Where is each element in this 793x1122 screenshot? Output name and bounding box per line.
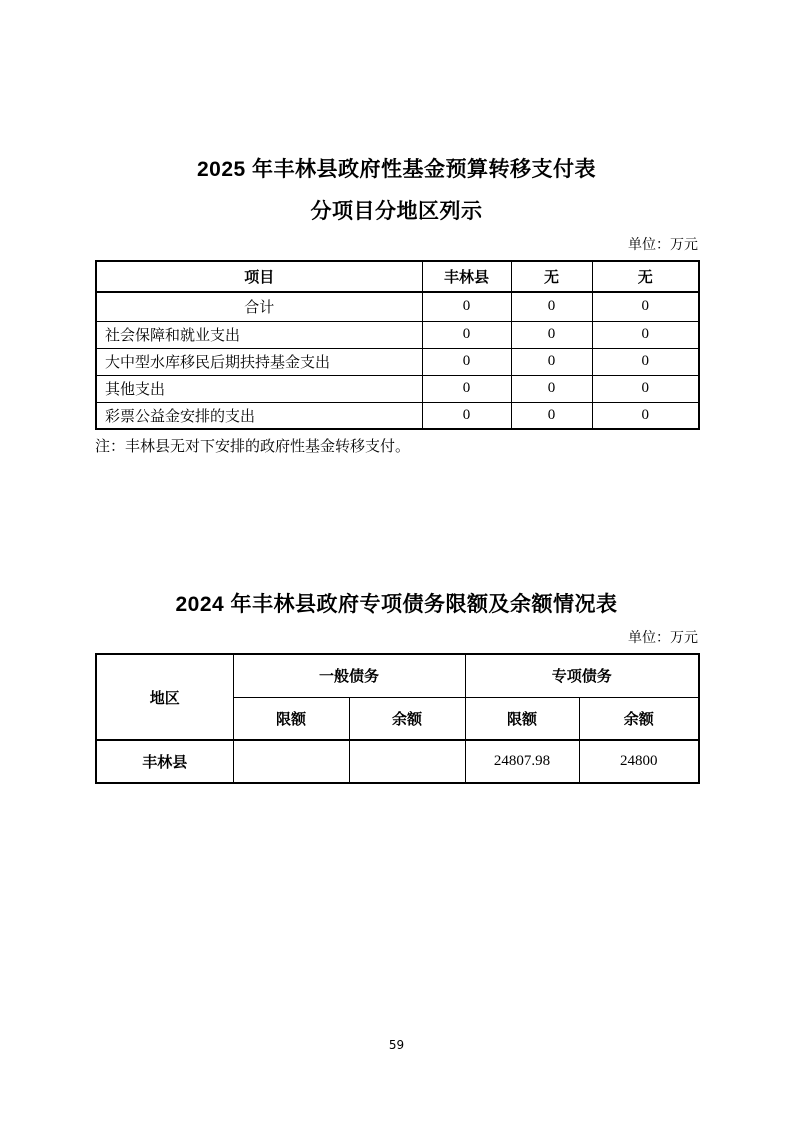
row-label: 社会保障和就业支出 bbox=[96, 321, 422, 348]
col-header-none-2: 无 bbox=[592, 261, 699, 292]
general-limit-value bbox=[233, 740, 349, 783]
sub-header-special-limit: 限额 bbox=[465, 697, 579, 740]
table-row-reservoir-resettlement bbox=[96, 348, 699, 375]
cell-value: 0 bbox=[592, 321, 699, 348]
cell-value: 0 bbox=[511, 375, 592, 402]
sub-header-general-balance: 余额 bbox=[349, 697, 465, 740]
special-balance-value: 24800 bbox=[579, 740, 699, 783]
debt-table-row-fenglin bbox=[96, 740, 699, 783]
cell-value: 0 bbox=[422, 348, 511, 375]
fund-transfer-header-row bbox=[96, 261, 699, 292]
cell-value: 0 bbox=[422, 321, 511, 348]
cell-value: 0 bbox=[511, 402, 592, 429]
group-header-general-debt: 一般债务 bbox=[233, 654, 465, 697]
sub-header-special-balance: 余额 bbox=[579, 697, 699, 740]
general-balance-value bbox=[349, 740, 465, 783]
debt-limit-unit-label: 单位：万元 bbox=[628, 631, 698, 646]
region-label: 丰林县 bbox=[96, 740, 233, 783]
fund-transfer-table-title: 2025 年丰林县政府性基金预算转移支付表 bbox=[196, 158, 597, 181]
cell-value: 0 bbox=[422, 402, 511, 429]
fund-transfer-note: 注：丰林县无对下安排的政府性基金转移支付。 bbox=[95, 439, 411, 455]
cell-value: 0 bbox=[422, 292, 511, 321]
special-limit-value: 24807.98 bbox=[465, 740, 579, 783]
table-row-other-expenditure bbox=[96, 375, 699, 402]
row-label: 彩票公益金安排的支出 bbox=[96, 402, 422, 429]
debt-table-group-header-row bbox=[96, 654, 699, 697]
col-header-fenglin-county: 丰林县 bbox=[422, 261, 511, 292]
cell-value: 0 bbox=[592, 348, 699, 375]
cell-value: 0 bbox=[422, 375, 511, 402]
col-header-region: 地区 bbox=[96, 654, 233, 740]
row-label: 其他支出 bbox=[96, 375, 422, 402]
page-content bbox=[95, 0, 698, 784]
cell-value: 0 bbox=[511, 321, 592, 348]
page-number: 59 bbox=[388, 1038, 405, 1052]
fund-transfer-unit-label: 单位：万元 bbox=[628, 238, 698, 253]
col-header-none-1: 无 bbox=[511, 261, 592, 292]
table-row-lottery-welfare bbox=[96, 402, 699, 429]
cell-value: 0 bbox=[511, 348, 592, 375]
sub-header-general-limit: 限额 bbox=[233, 697, 349, 740]
row-label: 大中型水库移民后期扶持基金支出 bbox=[96, 348, 422, 375]
cell-value: 0 bbox=[592, 402, 699, 429]
fund-transfer-table bbox=[95, 260, 700, 430]
row-label: 合计 bbox=[96, 292, 422, 321]
cell-value: 0 bbox=[511, 292, 592, 321]
cell-value: 0 bbox=[592, 375, 699, 402]
col-header-item: 项目 bbox=[96, 261, 422, 292]
table-row-total bbox=[96, 292, 699, 321]
cell-value: 0 bbox=[592, 292, 699, 321]
table-row-social-security bbox=[96, 321, 699, 348]
debt-limit-table-title: 2024 年丰林县政府专项债务限额及余额情况表 bbox=[175, 593, 618, 616]
fund-transfer-table-subtitle: 分项目分地区列示 bbox=[310, 200, 483, 223]
debt-limit-table bbox=[95, 653, 700, 784]
group-header-special-debt: 专项债务 bbox=[465, 654, 699, 697]
